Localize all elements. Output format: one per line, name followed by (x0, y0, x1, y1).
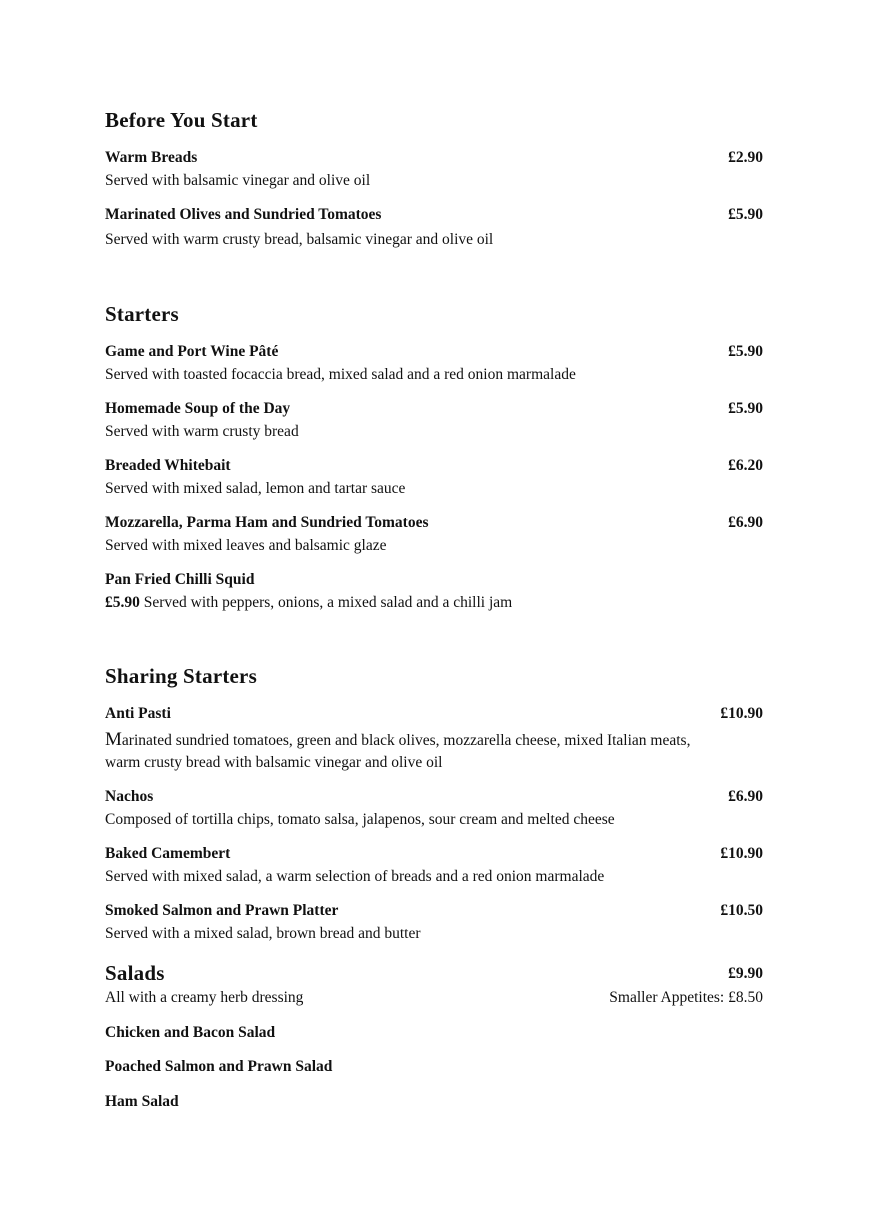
smaller-appetites-price: Smaller Appetites: £8.50 (609, 989, 763, 1006)
salads-price: £9.90 (728, 965, 763, 982)
menu-item-description: Served with balsamic vinegar and olive oil (105, 172, 371, 189)
menu-item-price: £5.90 (728, 343, 763, 360)
menu-item-description: Served with toasted focaccia bread, mixed salad and a red onion marmalade (105, 366, 576, 383)
salad-item: Poached Salmon and Prawn Salad (105, 1058, 333, 1075)
menu-item-description: Served with mixed leaves and balsamic glaze (105, 537, 387, 554)
menu-item-price: £5.90 (105, 594, 140, 611)
section-heading-starters: Starters (105, 302, 179, 326)
section-heading-sharing-starters: Sharing Starters (105, 664, 257, 688)
salad-item: Chicken and Bacon Salad (105, 1024, 276, 1041)
menu-item-description: Served with mixed salad, lemon and tartar sauce (105, 480, 406, 497)
menu-item-description: Served with warm crusty bread, balsamic vinegar and olive oil (105, 231, 494, 248)
menu-item-name: Baked Camembert (105, 845, 231, 862)
section-heading-before-you-start: Before You Start (105, 108, 258, 132)
menu-item-name: Mozzarella, Parma Ham and Sundried Tomatoes (105, 514, 429, 531)
menu-item-price: £2.90 (728, 149, 763, 166)
menu-item-price: £5.90 (728, 400, 763, 417)
menu-item-description: Served with mixed salad, a warm selection of breads and a red onion marmalade (105, 868, 605, 885)
drop-cap: M (105, 729, 122, 750)
menu-item-name: Breaded Whitebait (105, 457, 231, 474)
menu-item-name: Smoked Salmon and Prawn Platter (105, 902, 339, 919)
menu-item-price: £10.50 (720, 902, 763, 919)
menu-item-description (105, 729, 690, 751)
menu-item-description: Served with peppers, onions, a mixed salad and a chilli jam (143, 594, 513, 611)
salads-description: All with a creamy herb dressing (105, 989, 304, 1006)
menu-item-name: Homemade Soup of the Day (105, 400, 291, 417)
menu-item-description: Served with a mixed salad, brown bread and butter (105, 925, 421, 942)
menu-item-price: £6.90 (728, 514, 763, 531)
menu-item-name: Nachos (105, 788, 154, 805)
menu-item-name: Pan Fried Chilli Squid (105, 571, 255, 588)
menu-item-name: Anti Pasti (105, 705, 171, 722)
menu-item-description: Composed of tortilla chips, tomato salsa, jalapenos, sour cream and melted cheese (105, 811, 615, 828)
section-heading-salads: Salads (105, 961, 165, 985)
menu-item-name: Marinated Olives and Sundried Tomatoes (105, 206, 382, 223)
description-line: arinated sundried tomatoes, green and black olives, mozzarella cheese, mixed Italian meats, (121, 732, 691, 749)
menu-item-description: Served with warm crusty bread (105, 423, 299, 440)
menu-item-name: Game and Port Wine Pâté (105, 343, 279, 360)
menu-item-name: Warm Breads (105, 149, 198, 166)
menu-item-price: £10.90 (720, 705, 763, 722)
menu-item-description-with-price (105, 594, 512, 612)
menu-item-price: £6.20 (728, 457, 763, 474)
menu-item-price: £5.90 (728, 206, 763, 223)
menu-item-description: warm crusty bread with balsamic vinegar and olive oil (105, 754, 443, 771)
salad-item: Ham Salad (105, 1093, 179, 1110)
menu-item-price: £10.90 (720, 845, 763, 862)
menu-item-price: £6.90 (728, 788, 763, 805)
